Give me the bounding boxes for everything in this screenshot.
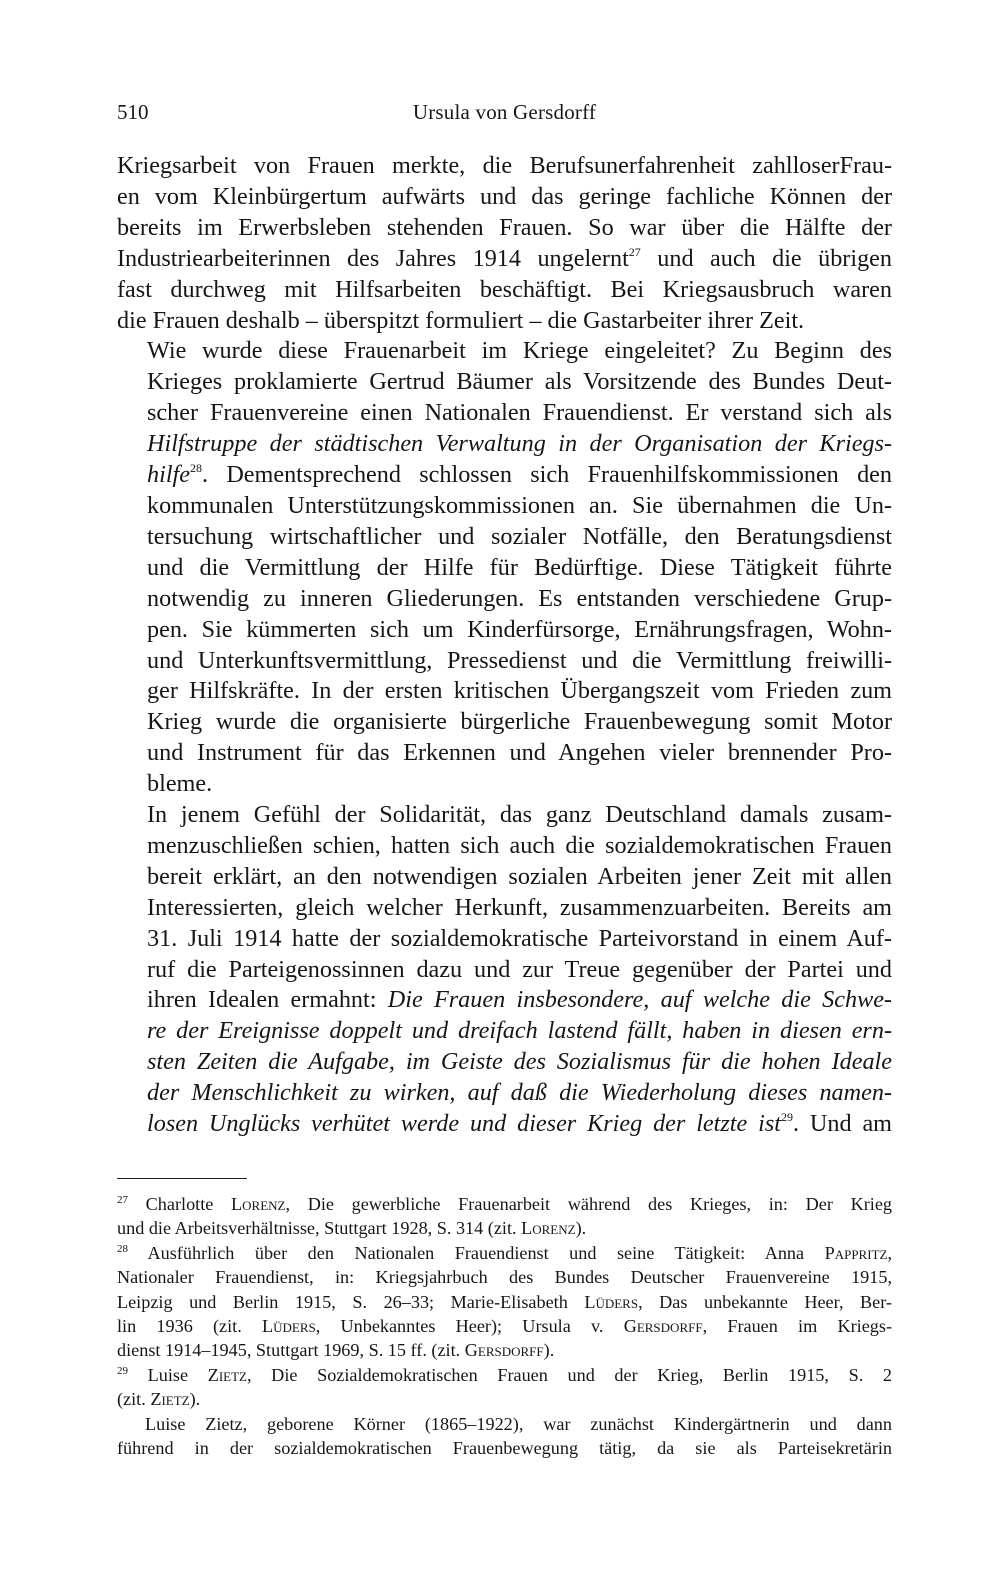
text-line: notwendig zu inneren Gliederungen. Es entstanden verschiedene Grup- [147,584,892,612]
text-line: ruf die Parteigenossinnen dazu und zur Treue gegenüber der Partei und [147,955,892,983]
text-line: und die Vermittlung der Hilfe für Bedürftige. Diese Tätigkeit führte [147,553,892,581]
text-line: re der Ereignisse doppelt und dreifach lastend fällt, haben in diesen ern- [147,1017,892,1045]
footnote-line: Luise Zietz, geborene Körner (1865–1922), war zunächst Kindergärtnerin und dann [145,1413,892,1434]
text-line: bereit erklärt, an den notwendigen sozialen Arbeiten jener Zeit mit allen [147,862,892,890]
running-title: Ursula von Gersdorff [412,100,597,124]
footnote-separator [117,1178,247,1179]
page-header [117,100,892,132]
text-line: der Menschlichkeit zu wirken, auf daß die Wiederholung dieses namen- [147,1079,892,1107]
text-line: tersuchung wirtschaftlicher und sozialer Notfälle, den Beratungsdienst [147,522,892,550]
text-line: und Unterkunftsvermittlung, Pressedienst und die Vermittlung freiwilli- [147,646,892,674]
text-line: fast durchweg mit Hilfsarbeiten beschäftigt. Bei Kriegsausbruch waren [117,275,892,303]
text-line: hilfe$^{28}$. Dementsprechend schlossen sich Frauenhilfskommissionen den [147,461,892,489]
text-line: sten Zeiten die Aufgabe, im Geiste des Sozialismus für die hohen Ideale [147,1048,892,1076]
paragraph-2 [117,336,892,800]
text-line: In jenem Gefühl der Solidarität, das ganz Deutschland damals zusam- [147,801,892,829]
footnote-ref-28[interactable]: 28 [190,461,202,476]
text-line: bereits im Erwerbsleben stehenden Frauen. So war über die Hälfte der [117,213,892,241]
footnote-ref-29[interactable]: 29 [780,1110,793,1125]
text-line: 31. Juli 1914 hatte der sozialdemokratische Parteivorstand in einem Auf- [147,924,892,952]
text-line: kommunalen Unterstützungskommissionen an. Sie übernahmen die Un- [147,491,892,519]
paragraph-1 [117,151,892,336]
footnote-line: Nationaler Frauendienst, in: Kriegsjahrbuch des Bundes Deutscher Frauenvereine 1915, [117,1267,892,1288]
text-line: scher Frauenvereine einen Nationalen Frauendienst. Er verstand sich als [147,399,892,427]
footnote-line: Leipzig und Berlin 1915, S. 26–33; Marie-Elisabeth Lüders, Das unbekannte Heer, Ber- [117,1291,892,1312]
text-line: Industriearbeiterinnen des Jahres 1914 ungelernt$^{27}$ und auch die übrigen [117,244,892,272]
footnote-ref-27[interactable]: 27 [628,244,641,259]
page-number: 510 [117,100,149,124]
footnote-line: und die Arbeitsverhältnisse, Stuttgart 1928, S. 314 (zit. Lorenz). [117,1218,587,1239]
text-line: losen Unglücks verhütet werde und dieser Krieg der letzte ist$^{29}$. Und am [147,1110,892,1138]
footnote-line: $^{28}$ Ausführlich über den Nationalen Frauendienst und seine Tätigkeit: Anna Pappritz, [117,1242,892,1263]
text-line: und Instrument für das Erkennen und Angehen vieler brennender Pro- [147,739,892,767]
footnote-line: dienst 1914–1945, Stuttgart 1969, S. 15 ff. (zit. Gersdorff). [117,1340,555,1361]
footnote-number: 27 [117,1194,128,1206]
text-line: ihren Idealen ermahnt: Die Frauen insbesondere, auf welche die Schwe- [147,986,892,1014]
text-line: Interessierten, gleich welcher Herkunft, zusammenzuarbeiten. Bereits am [147,893,892,921]
text-line: die Frauen deshalb – überspitzt formuliert – die Gastarbeiter ihrer Zeit. [117,306,805,334]
footnote-28 [117,1241,892,1363]
text-line: Hilfstruppe der städtischen Verwaltung in der Organisation der Kriegs- [147,430,892,458]
text-line: menzuschließen schien, hatten sich auch die sozialdemokratischen Frauen [147,831,892,859]
text-line: pen. Sie kümmerten sich um Kinderfürsorge, Ernährungsfragen, Wohn- [147,615,892,643]
text-line: Krieg wurde die organisierte bürgerliche Frauenbewegung somit Motor [147,708,892,736]
text-line: Kriegsarbeit von Frauen merkte, die Berufsunerfahrenheit zahlloserFrau- [117,152,892,179]
text-line: Wie wurde diese Frauenarbeit im Kriege eingeleitet? Zu Beginn des [147,337,892,365]
footnote-29 [117,1363,892,1461]
text-line: Krieges proklamierte Gertrud Bäumer als Vorsitzende des Bundes Deut- [147,368,892,396]
quotation: Die Frauen insbesondere, auf welche die Schwe- [387,986,892,1014]
footnote-line: lin 1936 (zit. Lüders, Unbekanntes Heer); Ursula v. Gersdorff, Frauen im Kriegs- [117,1316,893,1337]
text-line: en vom Kleinbürgertum aufwärts und das geringe fachliche Können der [117,182,892,210]
paragraph-3 [117,800,892,1140]
main-text [117,151,892,1140]
text-line: bleme. [147,770,213,798]
footnotes [117,1192,892,1460]
footnote-line: $^{27}$ Charlotte Lorenz, Die gewerbliche Frauenarbeit während des Krieges, in: Der Krieg [117,1194,892,1214]
footnote-line: $^{29}$ Luise Zietz, Die Sozialdemokratischen Frauen und der Krieg, Berlin 1915, S. 2 [117,1364,892,1385]
footnote-number: 28 [117,1242,128,1255]
footnote-line: führend in der sozialdemokratischen Frauenbewegung tätig, da sie als Parteisekretärin [117,1438,892,1459]
footnote-27 [117,1192,892,1241]
text-line: ger Hilfskräfte. In der ersten kritischen Übergangszeit vom Frieden zum [147,677,892,705]
footnote-line: (zit. Zietz). [117,1389,201,1410]
footnote-number: 29 [117,1364,128,1377]
